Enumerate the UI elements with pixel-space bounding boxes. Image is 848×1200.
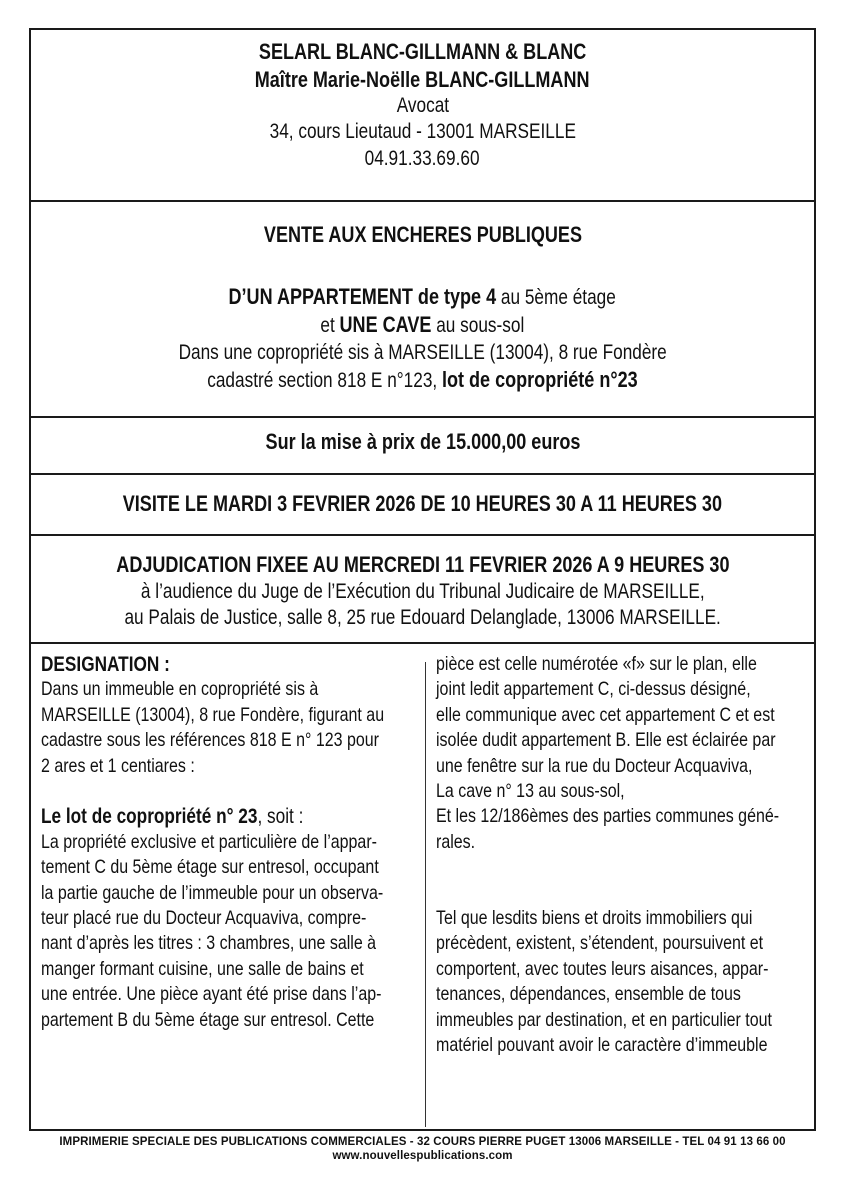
printer-footer (29, 1135, 816, 1163)
lawyer-address: 34, cours Lieutaud - 13001 MARSEILLE (269, 120, 576, 144)
right-text-line: immeubles par destination, et en particulier tout (436, 1008, 772, 1031)
sale-title: VENTE AUX ENCHERES PUBLIQUES (263, 222, 582, 247)
lawyer-name: Maître Marie-Noëlle BLANC-GILLMANN (255, 66, 590, 92)
right-text-line: une fenêtre sur la rue du Docteur Acquaviva, (436, 754, 753, 777)
right-text-line: pièce est celle numérotée «f» sur le plan, elle (436, 653, 757, 675)
divider (31, 534, 814, 536)
right-text-line: joint ledit appartement C, ci-dessus désigné, (436, 678, 751, 701)
lot-text-line: la partie gauche de l’immeuble pour un observa- (41, 881, 384, 904)
adjudication-title: ADJUDICATION FIXEE AU MERCREDI 11 FEVRIER 2026 A 9 HEURES 30 (115, 552, 730, 577)
right-text-line: La cave n° 13 au sous-sol, (436, 780, 625, 803)
divider (31, 642, 814, 644)
right-text-line: tenances, dépendances, ensemble de tous (436, 983, 741, 1006)
divider (31, 200, 814, 202)
price-block (31, 428, 814, 456)
right-text-line: isolée dudit appartement B. Elle est éclairée par (436, 729, 776, 752)
printer-address: IMPRIMERIE SPECIALE DES PUBLICATIONS COMMERCIALES - 32 COURS PIERRE PUGET 13006 MARSEILLE - TEL 04 91 13 66 00 (59, 1136, 786, 1148)
lot-text-line: nant d’après les titres : 3 chambres, une salle à (41, 932, 377, 955)
right-text-line: rales. (436, 830, 476, 853)
lot-text-line: teur placé rue du Docteur Acquaviva, compre- (41, 907, 367, 930)
sale-line1-rest: au 5ème étage (496, 286, 617, 309)
sale-line2-bold: UNE CAVE (339, 312, 432, 338)
designation-heading: DESIGNATION : (41, 653, 170, 676)
lot-text-line: manger formant cuisine, une salle de bains et (41, 957, 364, 980)
sale-description (31, 283, 814, 394)
sale-line3: Dans une copropriété sis à MARSEILLE (13004), 8 rue Fondère (178, 340, 667, 364)
sale-title-block (31, 221, 814, 249)
sale-line4-bold: lot de copropriété n°23 (442, 366, 638, 392)
designation-intro-line: MARSEILLE (13004), 8 rue Fondère, figurant au (41, 703, 385, 726)
lot-text-line: une entrée. Une pièce ayant été prise dans l’ap- (41, 983, 382, 1006)
divider (31, 416, 814, 418)
right-text-line: Et les 12/186èmes des parties communes géné- (436, 805, 780, 828)
adjudication-block (31, 551, 814, 631)
column-divider (425, 662, 426, 1127)
designation-columns (31, 652, 814, 1132)
sale-line2-rest: au sous-sol (431, 314, 525, 338)
designation-intro-line: Dans un immeuble en copropriété sis à (41, 678, 319, 701)
right-text-line: matériel pouvant avoir le caractère d’immeuble (436, 1034, 768, 1057)
lawyer-role: Avocat (396, 94, 449, 117)
lot-text-line: partement B du 5ème étage sur entresol. Cette (41, 1008, 375, 1031)
right-text-line: comportent, avec toutes leurs aisances, appar- (436, 957, 769, 980)
lawyer-header (31, 38, 814, 172)
firm-name: SELARL BLANC-GILLMANN & BLANC (258, 39, 587, 64)
lot-text-line: La propriété exclusive et particulière de l’appar- (41, 830, 377, 853)
lot-heading-rest: , soit : (257, 805, 304, 829)
notice-frame (29, 28, 816, 1131)
visit-block (31, 490, 814, 518)
sale-line4-pre: cadastré section 818 E n°123, (207, 368, 443, 392)
lawyer-phone: 04.91.33.69.60 (365, 146, 480, 170)
designation-right-column (436, 652, 806, 1059)
sale-line2-pre: et (320, 314, 340, 338)
adjudication-line2: au Palais de Justice, salle 8, 25 rue Edouard Delanglade, 13006 MARSEILLE. (124, 605, 721, 629)
starting-price: Sur la mise à prix de 15.000,00 euros (265, 429, 580, 454)
lot-heading-bold: Le lot de copropriété n° 23 (41, 805, 258, 829)
designation-left-column (41, 652, 418, 1033)
visit-date: VISITE LE MARDI 3 FEVRIER 2026 DE 10 HEURES 30 A 11 HEURES 30 (122, 491, 723, 516)
printer-website[interactable]: www.nouvellespublications.com (332, 1150, 513, 1162)
right-text-line: Tel que lesdits biens et droits immobiliers qui (436, 907, 753, 930)
right-text-line: précèdent, existent, s’étendent, poursuivent et (436, 932, 764, 955)
adjudication-line1: à l’audience du Juge de l’Exécution du Tribunal Judicaire de MARSEILLE, (140, 579, 705, 603)
lot-text-line: tement C du 5ème étage sur entresol, occupant (41, 856, 379, 879)
divider (31, 473, 814, 475)
right-text-line: elle communique avec cet appartement C et est (436, 703, 775, 726)
sale-line1-bold: D’UN APPARTEMENT de type 4 (228, 284, 497, 309)
designation-intro-line: 2 ares et 1 centiares : (41, 754, 195, 777)
designation-intro-line: cadastre sous les références 818 E n° 123 pour (41, 729, 379, 752)
